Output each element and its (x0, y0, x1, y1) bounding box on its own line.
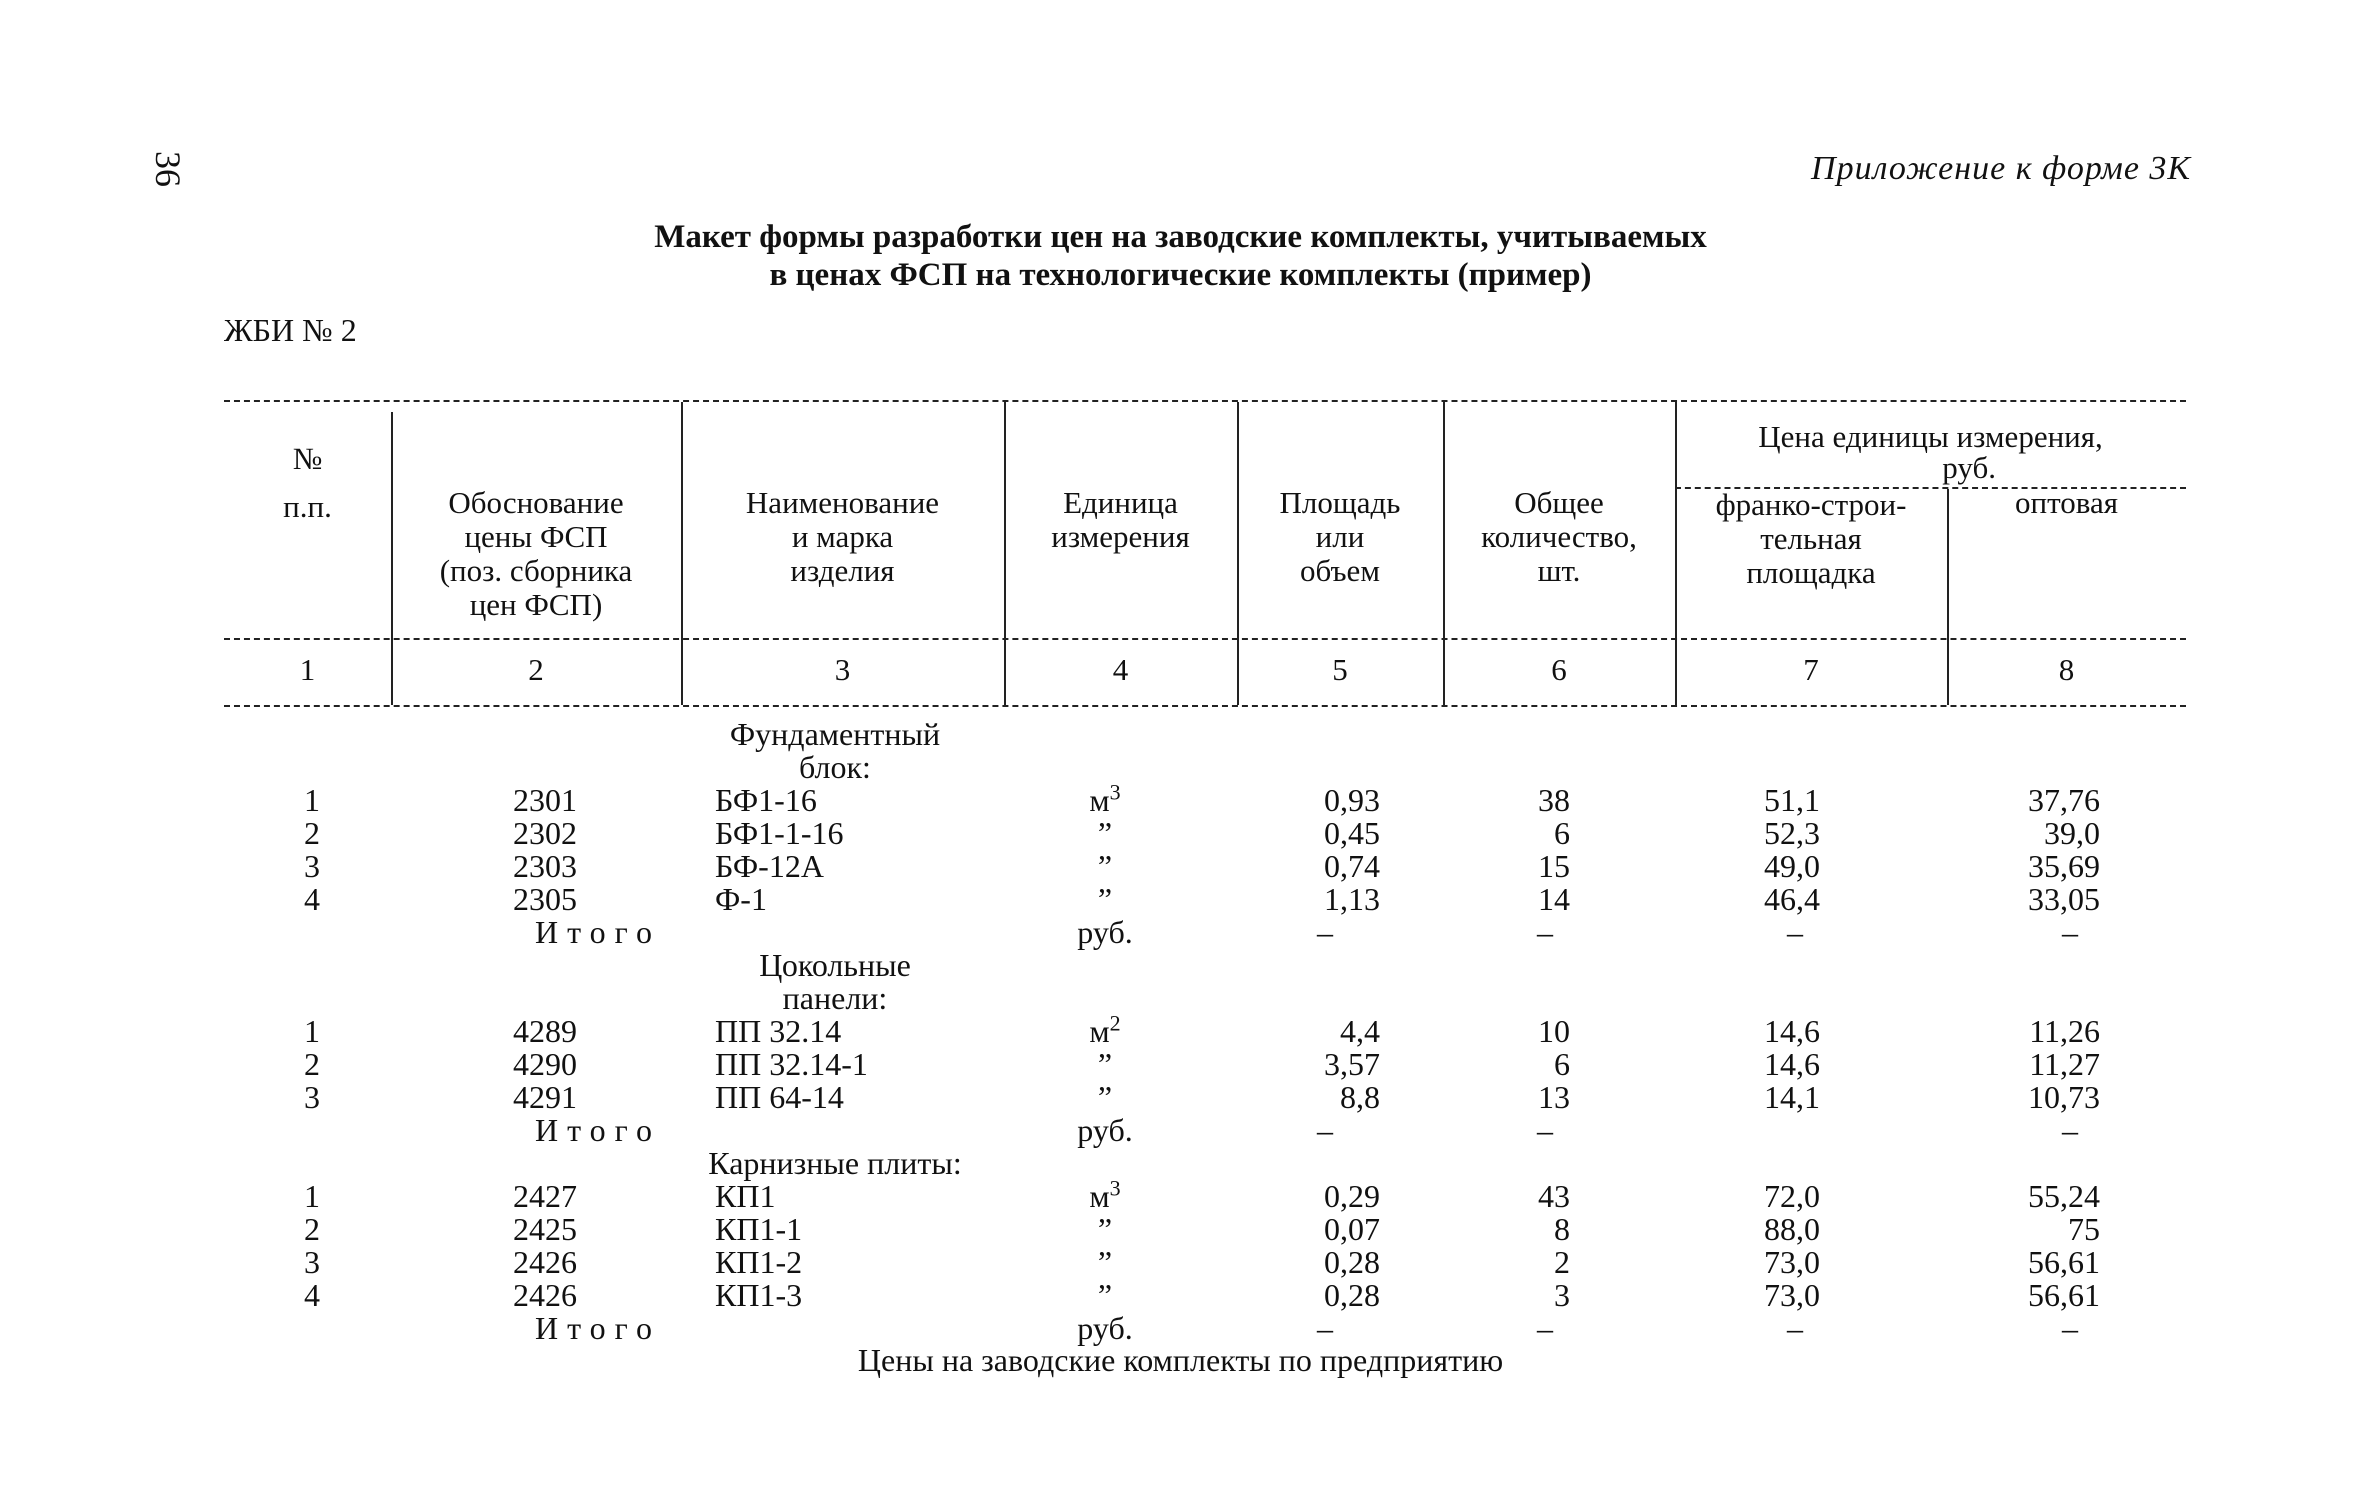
table-row (0, 1279, 2361, 1312)
header-col-5-line: или (1315, 519, 1365, 554)
total-label: Итого (535, 1310, 661, 1346)
wholesale-price: 75 (2068, 1211, 2100, 1247)
header-col-6-line: Общее (1514, 485, 1604, 520)
table-row (0, 1213, 2361, 1246)
franco-price: 72,0 (1764, 1178, 1820, 1214)
unit-exponent: 3 (1109, 779, 1121, 805)
unit (1060, 1010, 1150, 1049)
column-number: 4 (1112, 652, 1129, 687)
table-row (0, 1081, 2361, 1114)
area-volume: 0,28 (1324, 1277, 1380, 1313)
plant-label: ЖБИ № 2 (224, 312, 357, 348)
unit (1060, 1246, 1150, 1279)
table-row (0, 817, 2361, 850)
fsp-code: 4291 (513, 1079, 577, 1115)
total-unit: руб. (1077, 1310, 1133, 1346)
wholesale-price: 35,69 (2028, 848, 2100, 884)
header-col-2 (391, 486, 681, 622)
product-name: Ф-1 (715, 881, 767, 917)
unit-exponent: 3 (1109, 1175, 1121, 1201)
table-row (0, 1175, 2361, 1214)
product-name: БФ1-1-16 (715, 815, 844, 851)
title-line-1: Макет формы разработки цен на заводские комплекты, учитываемых (654, 219, 1707, 255)
total-row (0, 1312, 2361, 1345)
franco-price: 73,0 (1764, 1244, 1820, 1280)
column-number: 2 (528, 652, 544, 687)
section-title-row (0, 982, 2361, 1015)
total-label: Итого (535, 914, 661, 950)
total-label: Итого (535, 1112, 661, 1148)
quantity: 43 (1538, 1178, 1570, 1214)
header-col-4 (1004, 486, 1237, 554)
row-number: 4 (304, 1277, 320, 1313)
header-col-1 (224, 442, 391, 524)
header-col-3-line: изделия (790, 553, 895, 588)
unit-base: м (1089, 1013, 1110, 1049)
table-row (0, 1246, 2361, 1279)
quantity: 13 (1538, 1079, 1570, 1115)
wholesale-price: 39,0 (2044, 815, 2100, 851)
area-volume: 0,07 (1324, 1211, 1380, 1247)
total-wholesale: – (2062, 914, 2078, 950)
area-volume: 0,29 (1324, 1178, 1380, 1214)
footer-caption: Цены на заводские комплекты по предприятию (857, 1342, 1504, 1378)
total-qty: – (1537, 1310, 1553, 1346)
numbers-bottom-rule (224, 705, 2186, 707)
header-col-5 (1237, 486, 1443, 588)
quantity: 8 (1554, 1211, 1570, 1247)
fsp-code: 2425 (513, 1211, 577, 1247)
area-volume: 1,13 (1324, 881, 1380, 917)
unit-base: ” (1097, 881, 1113, 917)
section-title-row (0, 1147, 2361, 1180)
unit (1060, 1279, 1150, 1312)
total-unit: руб. (1077, 914, 1133, 950)
column-number: 3 (834, 652, 851, 687)
area-volume: 0,74 (1324, 848, 1380, 884)
fsp-code: 4289 (513, 1013, 577, 1049)
unit-base: м (1089, 1178, 1110, 1214)
franco-price: 73,0 (1764, 1277, 1820, 1313)
row-number: 2 (304, 815, 320, 851)
unit-base: ” (1097, 1211, 1113, 1247)
header-col-6-line: шт. (1537, 553, 1581, 588)
total-qty: – (1537, 1112, 1553, 1148)
total-franco: – (1787, 1310, 1803, 1346)
title-line-2: в ценах ФСП на технологические комплекты (пример) (769, 257, 1592, 293)
area-volume: 3,57 (1324, 1046, 1380, 1082)
product-name: ПП 64-14 (715, 1079, 844, 1115)
unit-base: ” (1097, 848, 1113, 884)
area-volume: 0,93 (1324, 782, 1380, 818)
product-name: ПП 32.14-1 (715, 1046, 868, 1082)
quantity: 6 (1554, 815, 1570, 851)
franco-price: 49,0 (1764, 848, 1820, 884)
table-top-rule (224, 400, 2186, 402)
unit-base: ” (1097, 1079, 1113, 1115)
header-pp: п.п. (283, 489, 332, 524)
quantity: 2 (1554, 1244, 1570, 1280)
row-number: 3 (304, 1079, 320, 1115)
fsp-code: 2301 (513, 782, 577, 818)
header-price-group-line: Цена единицы измерения, (1758, 419, 2103, 454)
total-row (0, 916, 2361, 949)
header-col-7-line: площадка (1746, 555, 1876, 590)
section-title-row (0, 949, 2361, 982)
unit (1060, 850, 1150, 883)
unit (1060, 1213, 1150, 1246)
wholesale-price: 11,27 (2029, 1046, 2100, 1082)
franco-price: 88,0 (1764, 1211, 1820, 1247)
row-number: 1 (304, 1178, 320, 1214)
franco-price: 14,6 (1764, 1013, 1820, 1049)
area-volume: 0,28 (1324, 1244, 1380, 1280)
section-title: Цокольные (759, 947, 911, 983)
row-number: 3 (304, 848, 320, 884)
unit-base: ” (1097, 815, 1113, 851)
header-col-7-line: франко-строи- (1715, 487, 1907, 522)
row-number: 2 (304, 1211, 320, 1247)
total-area: – (1317, 1112, 1333, 1148)
quantity: 3 (1554, 1277, 1570, 1313)
unit (1060, 883, 1150, 916)
header-col-7 (1675, 488, 1947, 590)
column-number: 5 (1332, 652, 1348, 687)
header-col-5-line: объем (1300, 553, 1380, 588)
header-col-2-line: цены ФСП (464, 519, 608, 554)
header-price-group-unit: руб. (1942, 450, 1996, 485)
total-wholesale: – (2062, 1112, 2078, 1148)
area-volume: 4,4 (1340, 1013, 1380, 1049)
fsp-code: 4290 (513, 1046, 577, 1082)
quantity: 14 (1538, 881, 1570, 917)
product-name: БФ1-16 (715, 782, 817, 818)
fsp-code: 2302 (513, 815, 577, 851)
column-number: 7 (1803, 652, 1819, 687)
wholesale-price: 56,61 (2028, 1244, 2100, 1280)
row-number: 2 (304, 1046, 320, 1082)
section-title-row (0, 718, 2361, 751)
section-title-row (0, 751, 2361, 784)
header-col-6-line: количество, (1481, 519, 1637, 554)
table-row (0, 883, 2361, 916)
quantity: 15 (1538, 848, 1570, 884)
unit (1060, 779, 1150, 818)
area-volume: 8,8 (1340, 1079, 1380, 1115)
total-qty: – (1537, 914, 1553, 950)
document-title (0, 218, 2361, 294)
row-number: 3 (304, 1244, 320, 1280)
product-name: КП1-1 (715, 1211, 803, 1247)
section-title: Фундаментный (729, 716, 941, 752)
unit (1060, 1175, 1150, 1214)
section-title: блок: (799, 749, 871, 785)
column-number: 8 (2058, 652, 2075, 687)
total-area: – (1317, 1310, 1333, 1346)
row-number: 4 (304, 881, 320, 917)
header-number-sign: № (292, 441, 323, 476)
header-col-3 (681, 486, 1004, 588)
quantity: 10 (1538, 1013, 1570, 1049)
product-name: ПП 32.14 (715, 1013, 842, 1049)
header-col-4-line: измерения (1051, 519, 1190, 554)
page-number: 36 (148, 151, 188, 187)
product-name: КП1 (715, 1178, 776, 1214)
franco-price: 14,6 (1764, 1046, 1820, 1082)
unit (1060, 817, 1150, 850)
header-bottom-rule (224, 638, 2186, 640)
header-col-2-line: цен ФСП) (469, 587, 603, 622)
wholesale-price: 56,61 (2028, 1277, 2100, 1313)
column-number: 1 (299, 652, 316, 687)
fsp-code: 2426 (513, 1277, 577, 1313)
header-col-2-line: Обоснование (448, 485, 624, 520)
table-row (0, 1010, 2361, 1049)
unit-exponent: 2 (1109, 1010, 1121, 1036)
product-name: БФ-12А (715, 848, 824, 884)
header-price-group (1675, 419, 2186, 485)
total-row (0, 1114, 2361, 1147)
wholesale-price: 33,05 (2028, 881, 2100, 917)
quantity: 6 (1554, 1046, 1570, 1082)
unit-base: м (1089, 782, 1110, 818)
table-row (0, 779, 2361, 818)
row-number: 1 (304, 1013, 320, 1049)
fsp-code: 2305 (513, 881, 577, 917)
product-name: КП1-2 (715, 1244, 803, 1280)
unit-base: ” (1097, 1046, 1113, 1082)
fsp-code: 2427 (513, 1178, 577, 1214)
wholesale-price: 10,73 (2028, 1079, 2100, 1115)
franco-price: 46,4 (1764, 881, 1820, 917)
header-col-8: оптовая (2015, 485, 2118, 520)
wholesale-price: 11,26 (2029, 1013, 2100, 1049)
total-area: – (1317, 914, 1333, 950)
header-col-7-line: тельная (1760, 521, 1862, 556)
total-unit: руб. (1077, 1112, 1133, 1148)
franco-price: 52,3 (1764, 815, 1820, 851)
area-volume: 0,45 (1324, 815, 1380, 851)
appendix-label: Приложение к форме 3К (1811, 150, 2191, 187)
header-col-4-line: Единица (1063, 485, 1178, 520)
header-col-3-line: Наименование (745, 485, 940, 520)
total-franco: – (1787, 914, 1803, 950)
product-name: КП1-3 (715, 1277, 803, 1313)
header-col-2-line: (поз. сборника (439, 553, 633, 588)
wholesale-price: 55,24 (2028, 1178, 2100, 1214)
unit (1060, 1081, 1150, 1114)
franco-price: 51,1 (1764, 782, 1820, 818)
section-title: Карнизные плиты: (708, 1145, 962, 1181)
row-number: 1 (304, 782, 320, 818)
wholesale-price: 37,76 (2028, 782, 2100, 818)
quantity: 38 (1538, 782, 1570, 818)
table-row (0, 1048, 2361, 1081)
section-title: панели: (782, 980, 888, 1016)
unit-base: ” (1097, 1244, 1113, 1280)
fsp-code: 2303 (513, 848, 577, 884)
header-col-5-line: Площадь (1279, 485, 1401, 520)
unit (1060, 1048, 1150, 1081)
header-col-6 (1443, 486, 1675, 588)
header-col-3-line: и марка (791, 519, 894, 554)
table-row (0, 850, 2361, 883)
total-wholesale: – (2062, 1310, 2078, 1346)
column-number: 6 (1551, 652, 1567, 687)
franco-price: 14,1 (1764, 1079, 1820, 1115)
unit-base: ” (1097, 1277, 1113, 1313)
fsp-code: 2426 (513, 1244, 577, 1280)
